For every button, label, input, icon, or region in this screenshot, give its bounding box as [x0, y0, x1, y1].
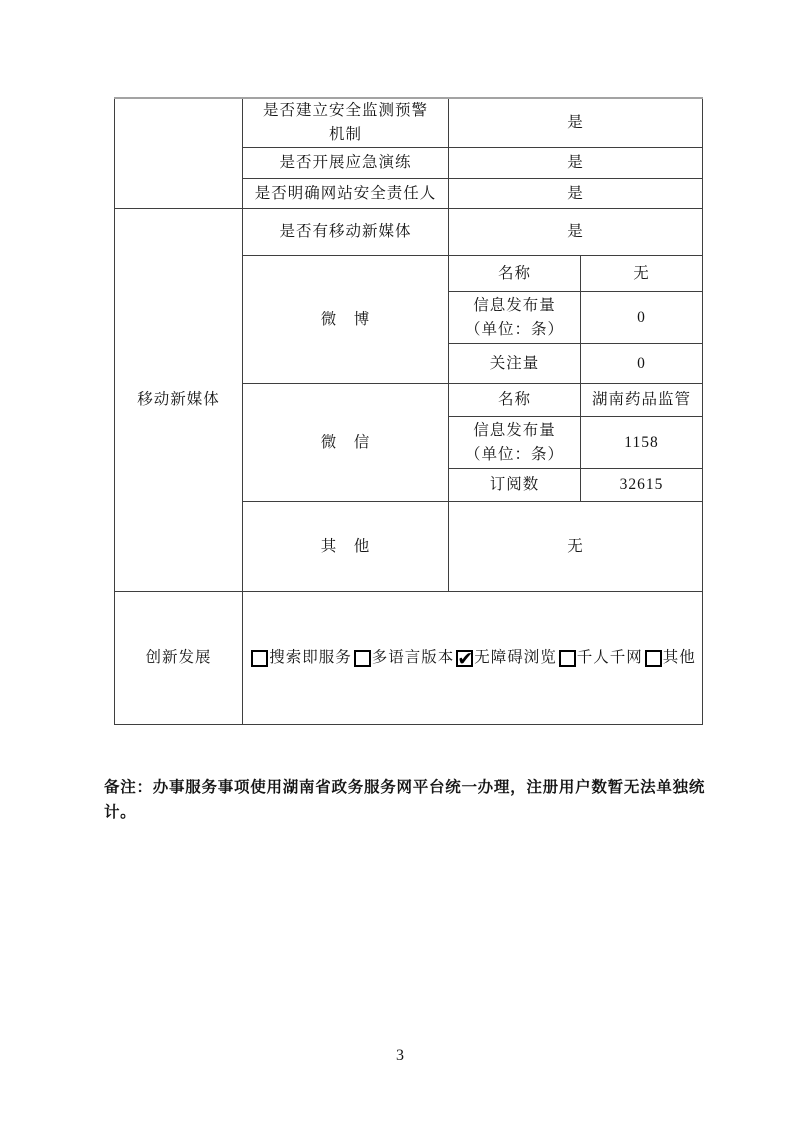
checkbox-label: 其他: [662, 649, 696, 667]
checkbox-label: 搜索即服务: [269, 649, 352, 667]
checkbox-item[interactable]: [352, 646, 455, 669]
row-value-cell: 无: [581, 256, 703, 292]
row-value-cell: 0: [581, 344, 703, 384]
checked-checkbox-icon[interactable]: [456, 650, 473, 667]
footnote: 备注：办事服务事项使用湖南省政务服务网平台统一办理，注册用户数暂无法单独统计。: [104, 778, 705, 822]
row-value-cell: 32615: [581, 469, 703, 502]
checkbox-label: 千人千网: [576, 649, 643, 667]
row-label-cell: 是否明确网站安全责任人: [243, 179, 449, 209]
row-value-cell: 是: [449, 98, 703, 148]
table-row: [115, 209, 703, 256]
section-cell-empty: [115, 98, 243, 209]
row-value-cell: 0: [581, 292, 703, 344]
row-value-cell: 是: [449, 209, 703, 256]
innovation-checkbox-row: [245, 646, 700, 669]
row-label-line1: 信息发布量: [473, 296, 556, 314]
row-value-cell: 湖南药品监管: [581, 384, 703, 417]
row-label-line1: 信息发布量: [473, 421, 556, 439]
row-label-cell: [243, 98, 449, 148]
innovation-header-cell: 创新发展: [115, 592, 243, 725]
row-label-line2: （单位：条）: [464, 320, 564, 338]
row-label-cell: [449, 417, 581, 469]
row-label-cell: 是否有移动新媒体: [243, 209, 449, 256]
row-label-cell: 是否开展应急演练: [243, 148, 449, 179]
weibo-label-cell: 微 博: [243, 256, 449, 384]
unchecked-checkbox-icon[interactable]: [354, 650, 371, 667]
page-number: 3: [396, 1047, 404, 1064]
row-label-line2: （单位：条）: [464, 445, 564, 463]
row-label-line1: 是否建立安全监测预警: [262, 102, 428, 119]
unchecked-checkbox-icon[interactable]: [559, 650, 576, 667]
checkbox-item[interactable]: [557, 646, 643, 669]
row-label-line2: 机制: [328, 126, 362, 144]
row-label-cell: 关注量: [449, 344, 581, 384]
checkbox-item[interactable]: [643, 646, 696, 669]
wechat-label-cell: 微 信: [243, 384, 449, 502]
report-table: [114, 97, 703, 725]
row-label-cell: [449, 292, 581, 344]
row-value-cell: 无: [449, 502, 703, 592]
checkbox-label: 无障碍浏览: [474, 649, 557, 667]
checkbox-label: 多语言版本: [371, 649, 455, 667]
other-label-cell: 其 他: [243, 502, 449, 592]
row-label-cell: 订阅数: [449, 469, 581, 502]
row-label-cell: 名称: [449, 384, 581, 417]
checkbox-item[interactable]: [249, 646, 352, 669]
row-value-cell: 是: [449, 179, 703, 209]
row-value-cell: 1158: [581, 417, 703, 469]
checkbox-item[interactable]: [454, 646, 557, 669]
unchecked-checkbox-icon[interactable]: [645, 650, 662, 667]
row-label-cell: 名称: [449, 256, 581, 292]
mobile-media-header-cell: 移动新媒体: [115, 209, 243, 592]
innovation-options-cell: [243, 592, 703, 725]
unchecked-checkbox-icon[interactable]: [251, 650, 268, 667]
table-row: [115, 98, 703, 148]
table-row: [115, 592, 703, 725]
row-value-cell: 是: [449, 148, 703, 179]
